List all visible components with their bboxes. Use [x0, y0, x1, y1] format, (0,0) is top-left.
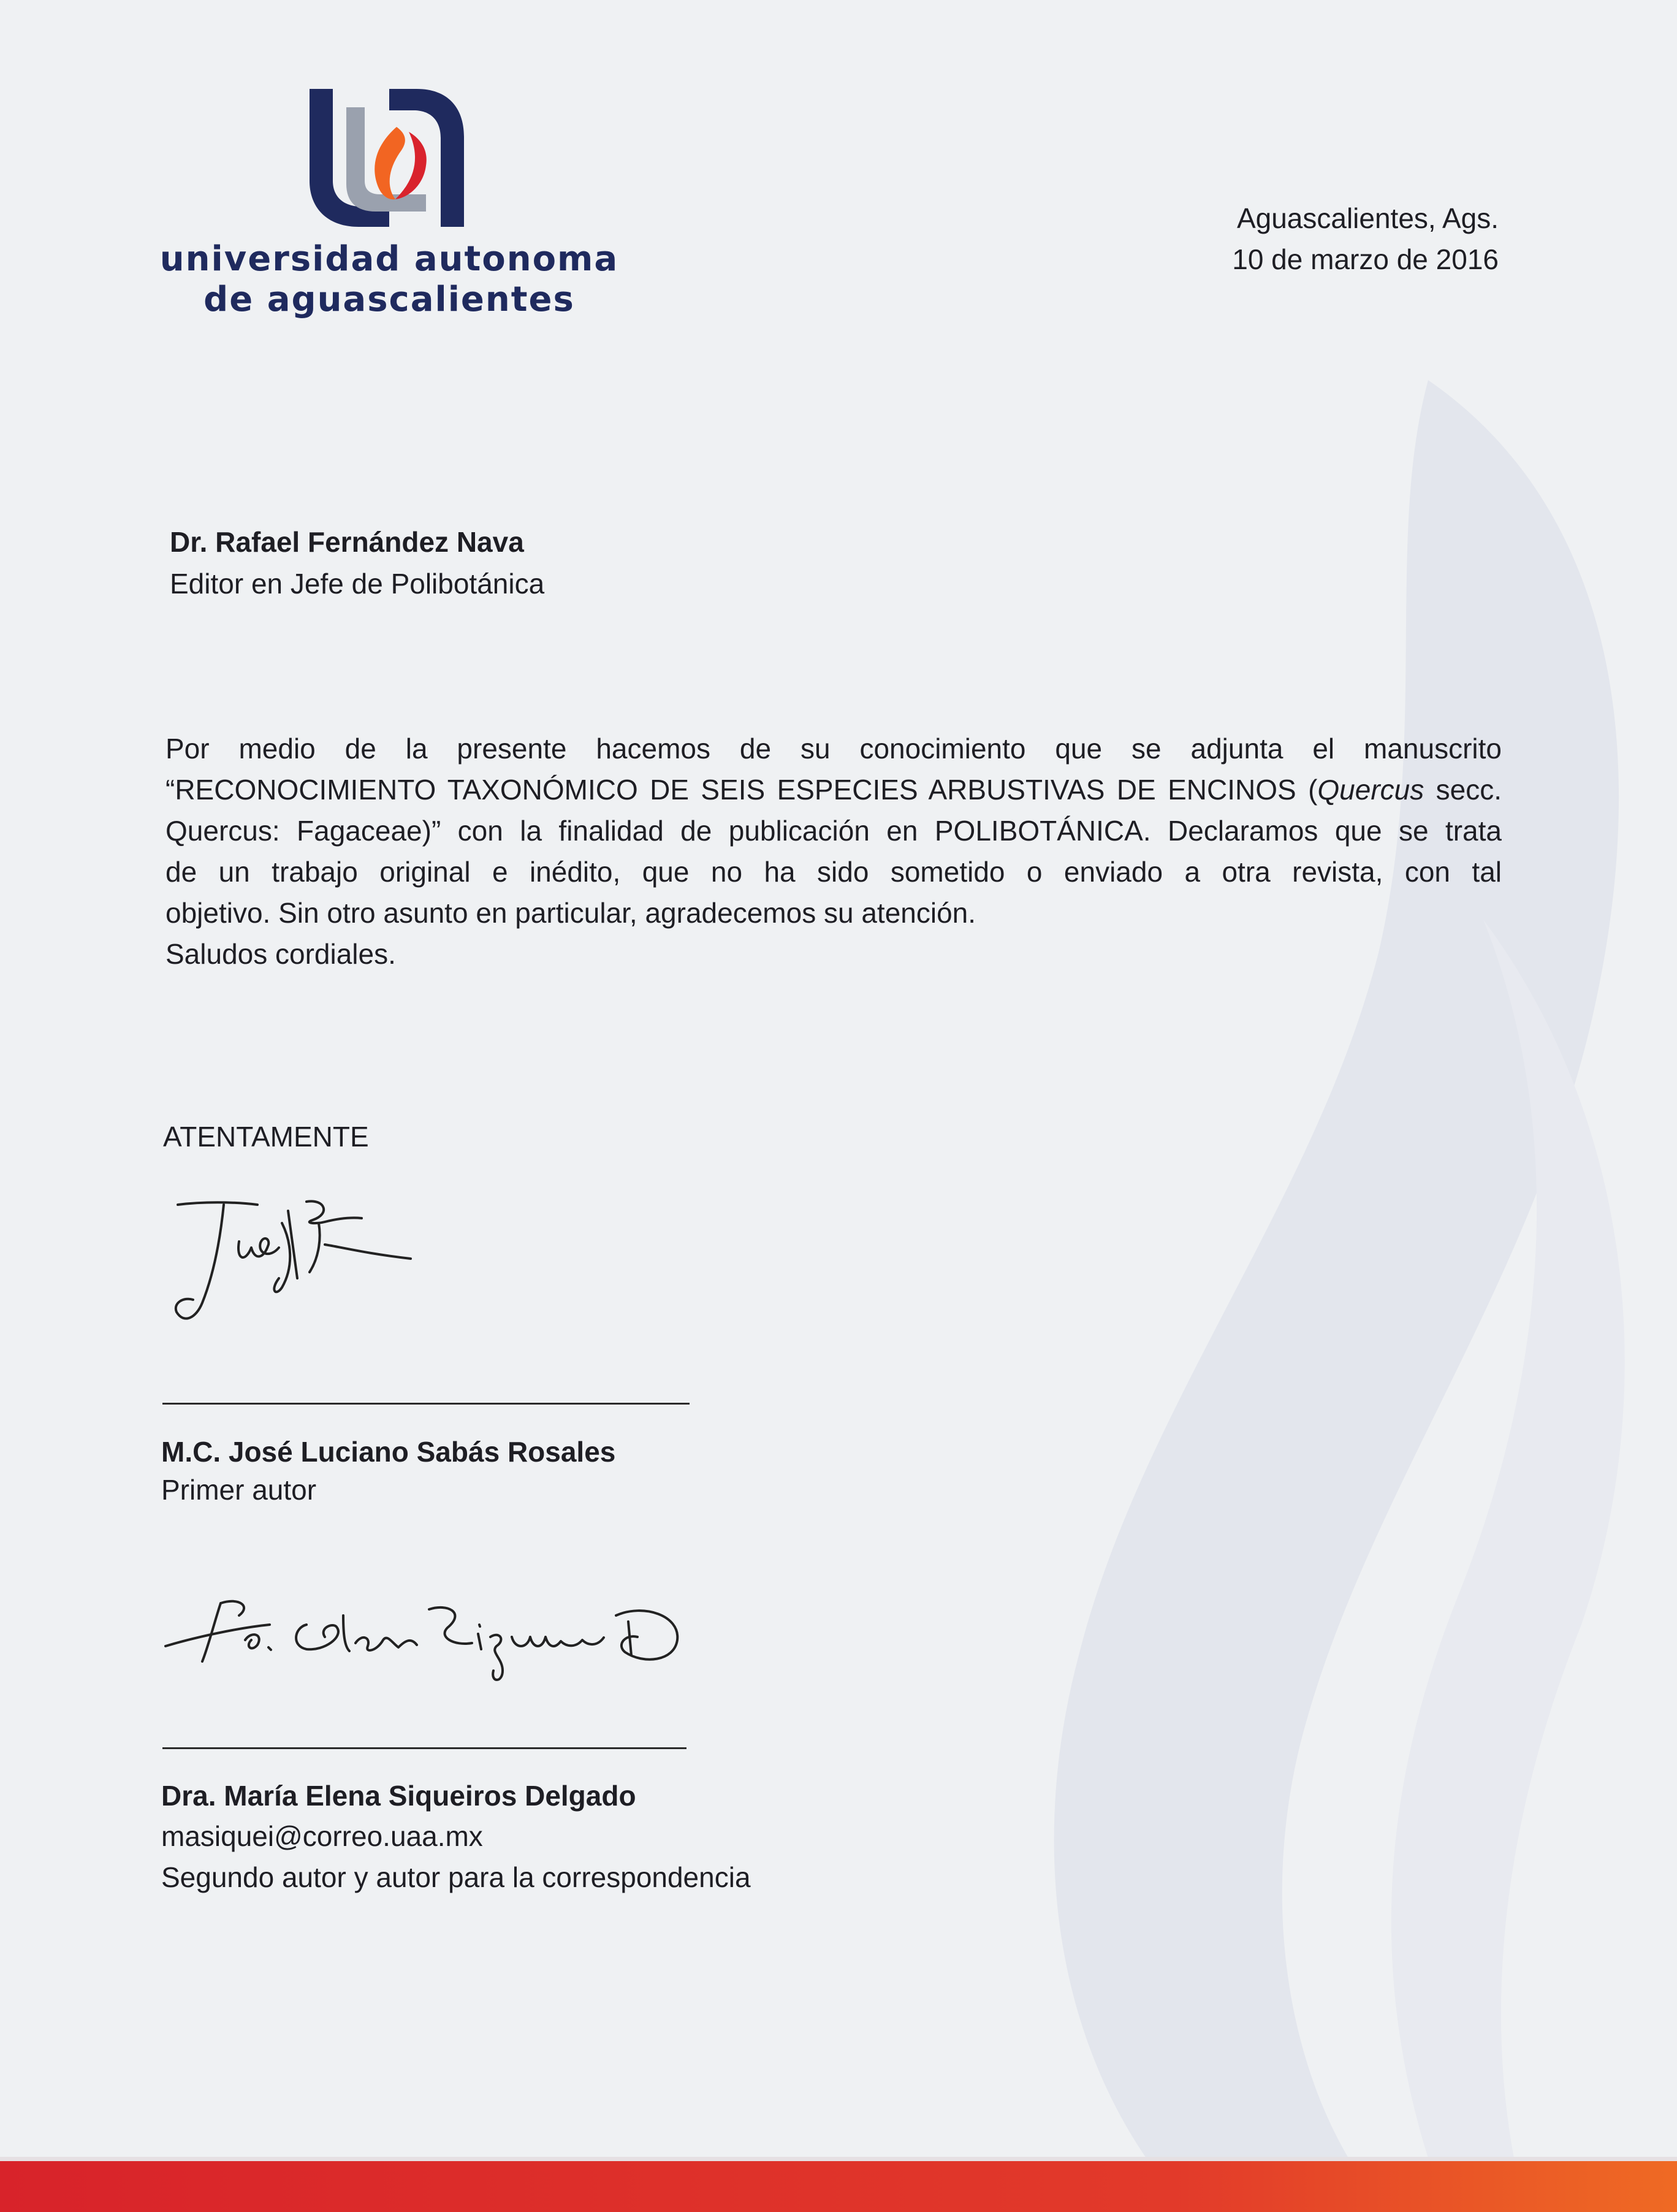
body-line-5: objetivo. Sin otro asunto en particular, agradecemos su atención.: [165, 897, 976, 929]
greeting: Saludos cordiales.: [165, 938, 396, 970]
signature-line-1: [162, 1403, 690, 1405]
closing: ATENTAMENTE: [163, 1121, 369, 1153]
signature-line-2: [162, 1747, 686, 1749]
university-name-line1: universidad autonoma: [159, 239, 619, 279]
body-line-1: Por medio de la presente hacemos de su conocimiento que se adjunta el manuscrito: [165, 733, 1502, 765]
second-author-email: masiquei@correo.uaa.mx: [161, 1820, 483, 1852]
first-author-name: M.C. José Luciano Sabás Rosales: [161, 1436, 616, 1468]
body-line-4: de un trabajo original e inédito, que no ha sido sometido o enviado a otra revista, con tal: [165, 856, 1502, 888]
second-author-name: Dra. María Elena Siqueiros Delgado: [161, 1780, 636, 1812]
university-name: [138, 239, 641, 320]
recipient-title: Editor en Jefe de Polibotánica: [170, 568, 545, 600]
university-name-line2: de aguascalientes: [203, 280, 575, 319]
recipient-name: Dr. Rafael Fernández Nava: [170, 526, 524, 558]
signature-second-author: [159, 1579, 693, 1689]
letter-date: 10 de marzo de 2016: [1232, 243, 1499, 275]
university-monogram-icon: [303, 89, 469, 227]
body-line-2: “RECONOCIMIENTO TAXONÓMICO DE SEIS ESPECIES ARBUSTIVAS DE ENCINOS (Quercus secc.: [165, 774, 1502, 806]
letter-place: Aguascalientes, Ags.: [1236, 202, 1499, 234]
body-line-3: Quercus: Fagaceae)” con la finalidad de publicación en POLIBOTÁNICA. Declaramos que se trata: [165, 815, 1502, 847]
second-author-role: Segundo autor y autor para la correspondencia: [161, 1861, 751, 1893]
university-logo: [138, 83, 641, 328]
signature-first-author: [165, 1186, 423, 1333]
footer-color-band: [0, 2161, 1677, 2212]
first-author-role: Primer autor: [161, 1474, 317, 1506]
letter-body: [165, 728, 1502, 975]
